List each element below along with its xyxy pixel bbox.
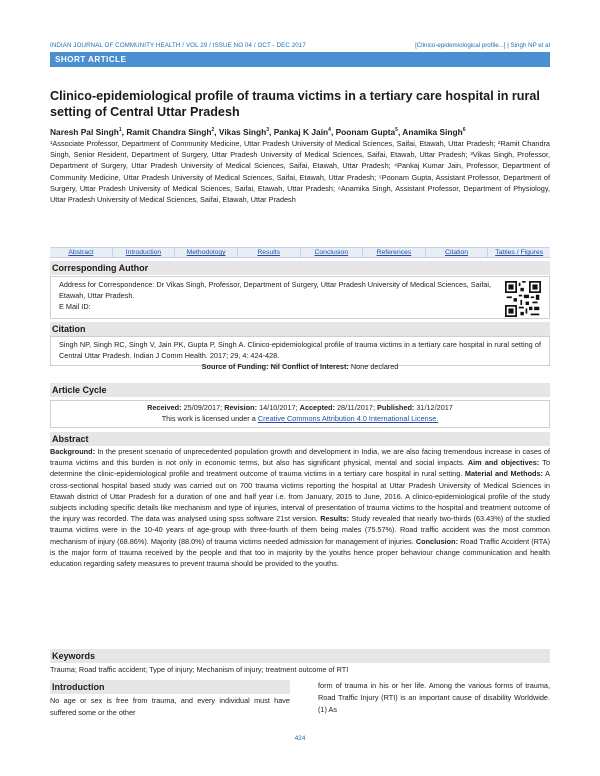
correspondence-address: Address for Correspondence: Dr Vikas Singh, Professor, Department of Surgery, Uttar Pradesh University of Medical Sciences, Saifai, Etawah, Uttar Pradesh. <box>59 280 492 300</box>
introduction-heading: Introduction <box>50 680 290 694</box>
section-label: SHORT ARTICLE <box>50 52 550 67</box>
author: Ramit Chandra Singh <box>126 126 212 137</box>
introduction-left-column: No age or sex is free from trauma, and every individual must have suffered some or the other <box>50 696 290 717</box>
nav-references[interactable]: References <box>363 248 426 257</box>
citation-text: Singh NP, Singh RC, Singh V, Jain PK, Gupta P, Singh A. Clinico-epidemiological profile of trauma victims in a tertiary care hospital in rural setting of Central Uttar Pradesh. Indian J Comm Health. 2017; 29, 4: 424-428. <box>59 340 541 360</box>
author: Poonam Gupta <box>335 126 396 137</box>
funding-line: Source of Funding: Nil Conflict of Interest: None declared <box>201 361 399 371</box>
author-list: Naresh Pal Singh$^1$, Ramit Chandra Singh$^2$, Vikas Singh$^3$, Pankaj K Jain$^4$, Poonam Gupta$^5$, Anamika Singh$^6$ <box>50 126 466 137</box>
article-cycle-box <box>50 400 550 428</box>
nav-introduction[interactable]: Introduction <box>113 248 176 257</box>
abstract-heading: Abstract <box>50 432 550 446</box>
abstract-text: Background: In the present scenario of unprecedented population growth and development in India, we are also facing tremendous increase in cases of trauma victims and this burden is not only in economic terms, but also has significant physical, mental and social impacts. Aim and objectives: To determine the clinic-epidemiological profile and treatment outcome of trauma victims in a tertiary care hospital in rural setting. Material and Methods: A cross-sectional hospital based study was carried out on 700 trauma victims reporting the hospital at Uttar Pradesh University of Medical Sciences in Etawah district of Uttar Pradesh for a duration of one and half year i.e. from January, 2015 to June, 2016. A clinico-epidemiological profile of the study subjects including specific details like mechanism and type of injuries, interval of presentation of trauma victims to the hospital and treatment outcome of the injury was recorded. The data was analysed using spss software 21st version. Results: Study revealed that nearly two-thirds (63.43%) of the studied trauma victims were in the 10-40 years of age-group with three-fourth of them being males (75.57%). Road traffic accident was the most common mechanism of injury (68.86%). Majority (88.0%) of trauma victims needed admission for management of injuries. Conclusion: Road Traffic Accident (RTA) is the major form of trauma received by the people and that too in majority by the youths hence proper behaviour change communication and health education regarding safety measures to prevent trauma should be provided to the youths. <box>50 447 551 569</box>
journal-info: INDIAN JOURNAL OF COMMUNITY HEALTH / VOL 29 / ISSUE NO 04 / OCT - DEC 2017 <box>50 42 306 49</box>
nav-citation[interactable]: Citation <box>426 248 489 257</box>
license-link[interactable]: Creative Commons Attribution 4.0 International License. <box>257 413 439 423</box>
license-line: This work is licensed under a Creative Commons Attribution 4.0 International License. <box>161 413 439 423</box>
nav-methodology[interactable]: Methodology <box>175 248 238 257</box>
article-cycle-heading: Article Cycle <box>50 383 550 397</box>
citation-heading: Citation <box>50 322 550 336</box>
nav-results[interactable]: Results <box>238 248 301 257</box>
article-dates: Received: 25/09/2017; Revision: 14/10/2017; Accepted: 28/11/2017; Published: 31/12/2017 <box>147 403 453 412</box>
corresponding-author-box <box>50 276 550 319</box>
affiliations: ¹Associate Professor, Department of Community Medicine, Uttar Pradesh University of Medical Sciences, Saifai, Etawah, Uttar Pradesh; ²Ramit Chandra Singh, Senior Resident, Department of Surgery, Uttar Pradesh University of Medical Sciences, Saifai, Etawah, Uttar Pradesh; ³Vikas Singh, Professor, Department of Surgery, Uttar Pradesh University of Medical Sciences, Saifai, Etawah, Uttar Pradesh; ⁴Pankaj Kumar Jain, Professor, Department of Community Medicine, Uttar Pradesh University of Medical Sciences, Saifai, Etawah, Uttar Pradesh; ⁵Poonam Gupta, Assistant Professor, Department of Surgery, Uttar Pradesh University of Medical Sciences, Saifai, Etawah, Uttar Pradesh; ⁶Anamika Singh, Assistant Professor, Department of Physiology, Uttar Pradesh University of Medical Sciences, Saifai, Etawah, Uttar Pradesh <box>50 139 550 205</box>
qr-code-icon <box>505 281 541 317</box>
keywords-text: Trauma; Road traffic accident; Type of injury; Mechanism of injury; treatment outcome of RTI <box>50 665 349 674</box>
nav-tables-figures[interactable]: Tables / Figures <box>495 249 544 256</box>
article-short-ref: [Clinico-epidemiological profile...] | Singh NP et al <box>415 42 550 49</box>
corresponding-author-heading: Corresponding Author <box>50 261 550 275</box>
keywords-heading: Keywords <box>50 649 550 663</box>
introduction-right-column: form of trauma in his or her life. Among the various forms of trauma, Road Traffic Injury (RTI) is an important cause of disability Worldwide.(1) As <box>318 681 550 714</box>
email-line: E Mail ID: <box>59 301 91 311</box>
citation-box <box>50 336 550 371</box>
nav-conclusion[interactable]: Conclusion <box>301 248 364 257</box>
page-number: 424 <box>294 735 306 742</box>
section-nav <box>50 247 550 258</box>
article-title: Clinico-epidemiological profile of trauma victims in a tertiary care hospital in rural setting of Central Uttar Pradesh <box>50 89 540 119</box>
nav-abstract[interactable]: Abstract <box>50 248 113 257</box>
author: Pankaj K Jain <box>273 126 329 137</box>
author: Naresh Pal Singh <box>50 126 119 137</box>
author: Vikas Singh <box>218 126 267 137</box>
running-head <box>50 42 550 52</box>
author: Anamika Singh <box>402 126 463 137</box>
